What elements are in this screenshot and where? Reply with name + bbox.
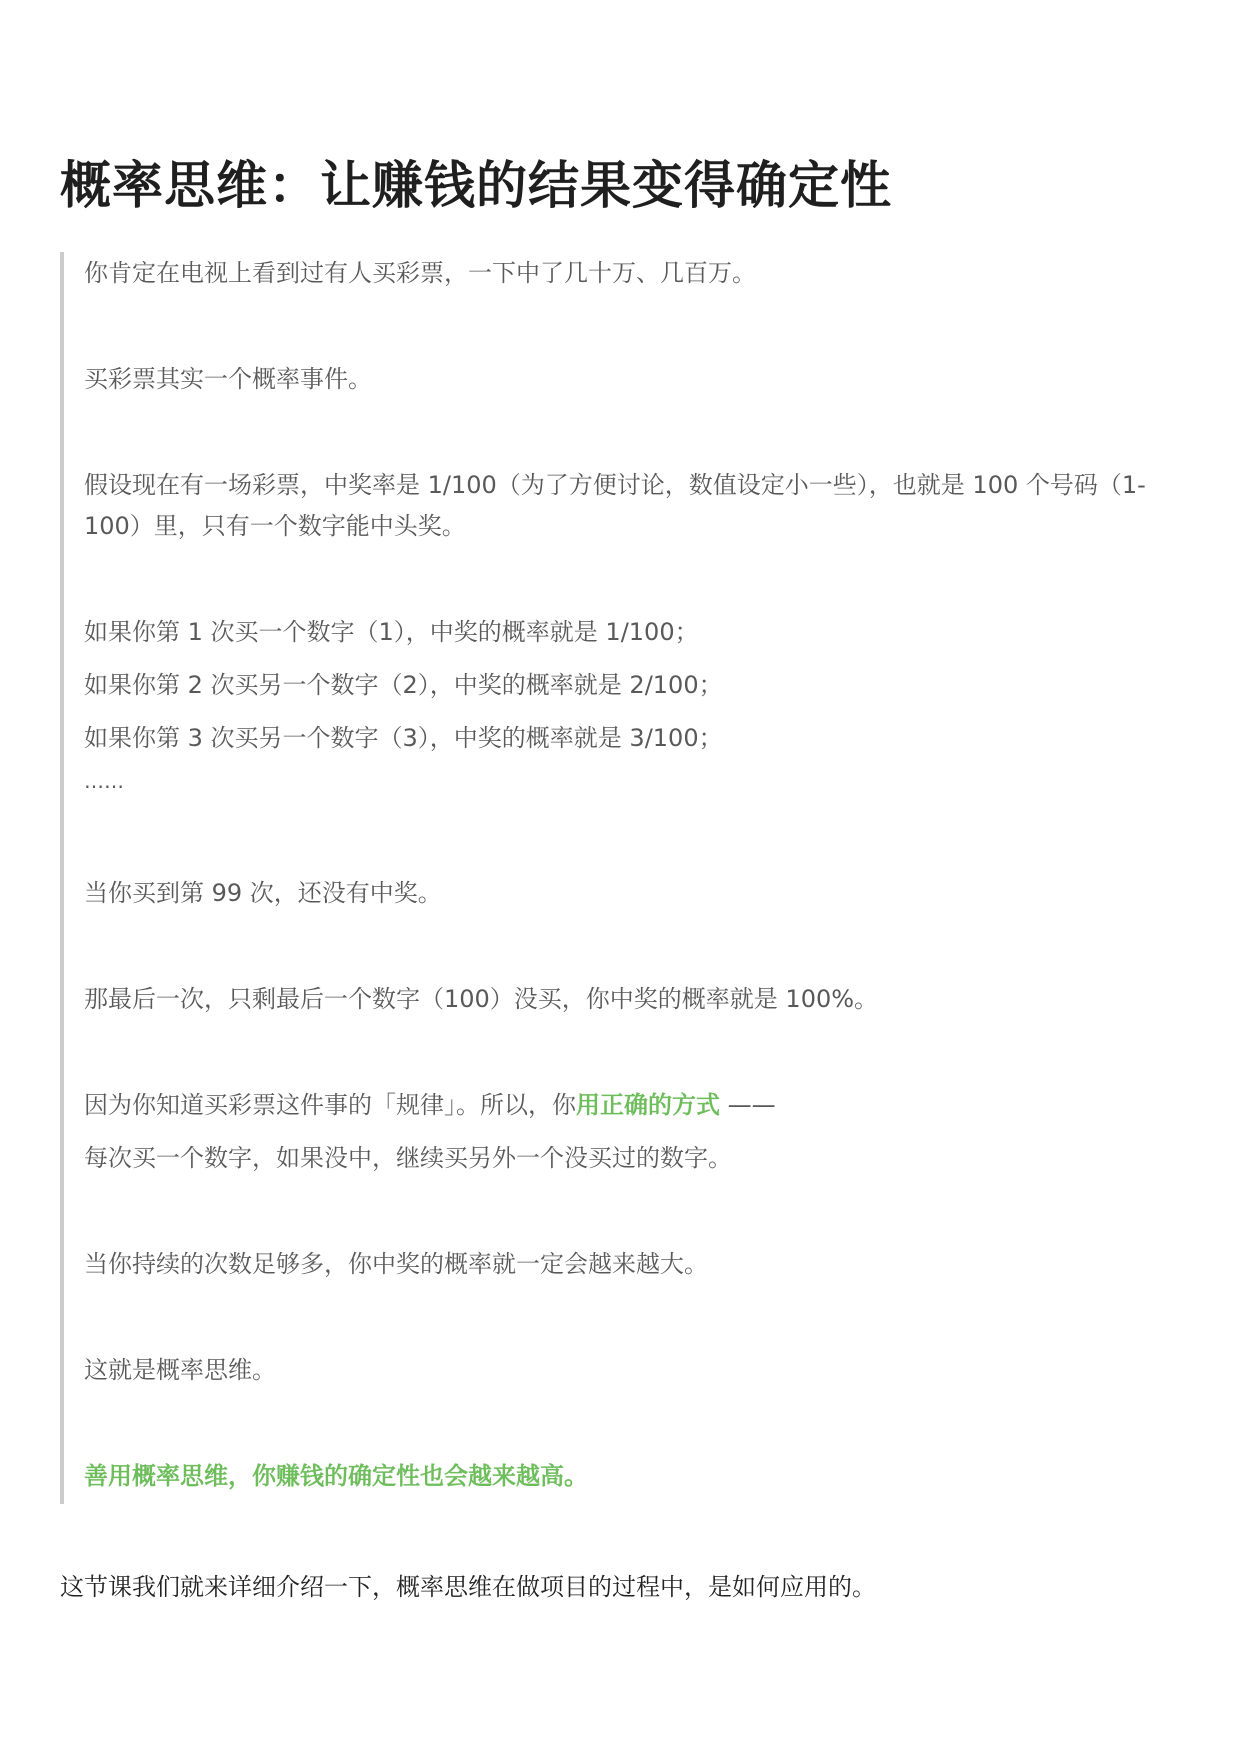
quote-paragraph-8: 当你持续的次数足够多，你中奖的概率就一定会越来越大。 [84,1250,708,1278]
quote-paragraph-4-line-1: 如果你第 1 次买一个数字（1），中奖的概率就是 1/100； [84,618,699,646]
blockquote [60,252,1180,1504]
quote-paragraph-9: 这就是概率思维。 [84,1356,276,1384]
quote-paragraph-7-line-2: 每次买一个数字，如果没中，继续买另外一个没买过的数字。 [84,1144,732,1172]
quote-paragraph-5: 当你买到第 99 次，还没有中奖。 [84,879,442,907]
quote-paragraph-7-dash: —— [720,1091,776,1119]
article-title: 概率思维：让赚钱的结果变得确定性 [60,157,893,216]
quote-paragraph-7-line-1 [84,1084,776,1126]
quote-paragraph-2: 买彩票其实一个概率事件。 [84,365,372,393]
outro-paragraph: 这节课我们就来详细介绍一下，概率思维在做项目的过程中，是如何应用的。 [60,1573,876,1601]
quote-paragraph-6: 那最后一次，只剩最后一个数字（100）没买，你中奖的概率就是 100%。 [84,985,879,1013]
quote-paragraph-7-prefix: 因为你知道买彩票这件事的「规律」。所以，你 [84,1091,576,1119]
quote-paragraph-4-line-2: 如果你第 2 次买另一个数字（2），中奖的概率就是 2/100； [84,671,723,699]
quote-ellipsis: …… [84,769,124,793]
quote-highlight-conclusion: 善用概率思维，你赚钱的确定性也会越来越高。 [84,1462,588,1490]
quote-paragraph-1: 你肯定在电视上看到过有人买彩票，一下中了几十万、几百万。 [84,259,756,287]
quote-paragraph-3-line-2: 100）里，只有一个数字能中头奖。 [84,512,466,540]
quote-paragraph-4-line-3: 如果你第 3 次买另一个数字（3），中奖的概率就是 3/100； [84,724,723,752]
quote-paragraph-3-line-1: 假设现在有一场彩票，中奖率是 1/100（为了方便讨论，数值设定小一些），也就是 100 个号码（1- [84,471,1146,499]
highlight-correct-method: 用正确的方式 [576,1091,720,1119]
